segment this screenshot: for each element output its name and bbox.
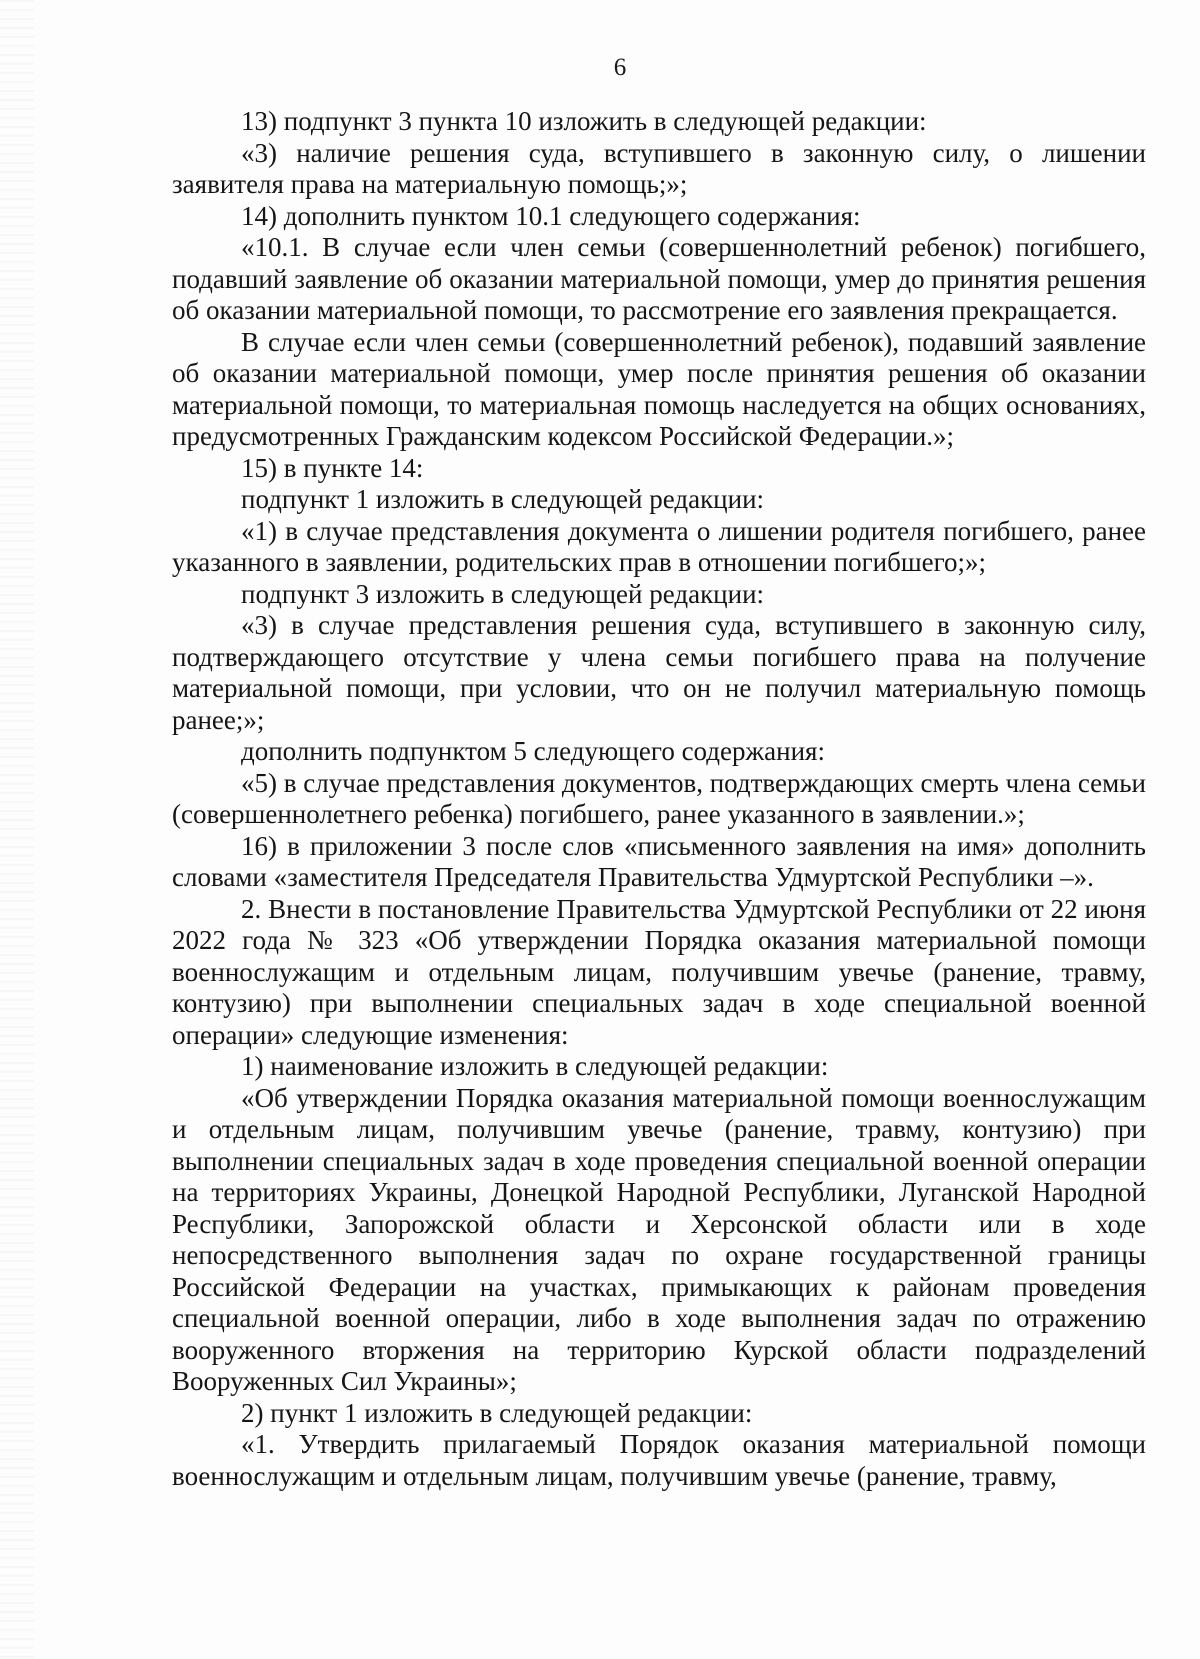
page-number: 6 [613, 54, 627, 81]
paragraph: 15) в пункте 14: [241, 452, 424, 483]
paragraph: «3) наличие решения суда, вступившего в законную силу, о лишении заявителя права на материальную помощь;»; [172, 137, 1146, 199]
paragraph: дополнить подпунктом 5 следующего содержания: [241, 736, 825, 766]
paragraph: 2) пункт 1 изложить в следующей редакции: [241, 1397, 753, 1428]
paragraph: «1) в случае представления документа о лишении родителя погибшего, ранее указанного в заявлении, родительских прав в отношении погибшего;»; [172, 515, 1146, 577]
paragraph: «5) в случае представления документов, подтверждающих смерть члена семьи (совершеннолетнего ребенка) погибшего, ранее указанного в заявлении.»; [172, 767, 1146, 829]
paragraph: 14) дополнить пунктом 10.1 следующего содержания: [241, 200, 861, 231]
paragraph: подпункт 3 изложить в следующей редакции: [241, 578, 765, 609]
paragraph: 16) в приложении 3 после слов «письменного заявления на имя» дополнить словами «заместителя Председателя Правительства Удмуртской Республики –». [172, 830, 1146, 892]
paragraph: 1) наименование изложить в следующей редакции: [241, 1051, 829, 1081]
paragraph: 2. Внести в постановление Правительства Удмуртской Республики от 22 июня 2022 года № 323 «Об утверждении Порядка оказания материальной помощи военнослужащим и отдельным лицам, получившим увечье (ранение, травму, контузию) при выполнении специальных задач в ходе специальной военной операции» следующие изменения: [172, 893, 1146, 1050]
paragraph: В случае если член семьи (совершеннолетний ребенок), подавший заявление об оказании материальной помощи, умер после принятия решения об оказании материальной помощи, то материальная помощь наследуется на общих основаниях, предусмотренных Гражданским кодексом Российской Федерации.»; [172, 326, 1146, 451]
paragraph: 13) подпункт 3 пункта 10 изложить в следующей редакции: [241, 106, 927, 136]
paragraph: «Об утверждении Порядка оказания материальной помощи военнослужащим и отдельным лицам, получившим увечье (ранение, травму, контузию) при выполнении специальных задач в ходе проведения специальной военной операции на территориях Украины, Донецкой Народной Республики, Луганской Народной Республики, Запорожской области и Херсонской области или в ходе непосредственного выполнения задач по охране государственной границы Российской Федерации на участках, примыкающих к районам проведения специальной военной операции, либо в ходе выполнения задач по отражению вооруженного вторжения на территорию Курской области подразделений Вооруженных Сил Украины»; [172, 1082, 1146, 1396]
paragraph: подпункт 1 изложить в следующей редакции: [241, 484, 765, 514]
paragraph: «3) в случае представления решения суда, вступившего в законную силу, подтверждающего отсутствие у члена семьи погибшего права на получение материальной помощи, при условии, что он не получил материальную помощь ранее;»; [172, 610, 1146, 735]
paragraph: «10.1. В случае если член семьи (совершеннолетний ребенок) погибшего, подавший заявление об оказании материальной помощи, умер до принятия решения об оказании материальной помощи, то рассмотрение его заявления прекращается. [172, 232, 1146, 325]
document-body [172, 106, 1146, 1492]
scan-edge-texture [0, 0, 34, 1659]
paragraph: «1. Утвердить прилагаемый Порядок оказания материальной помощи военнослужащим и отдельным лицам, получившим увечье (ранение, травму, [172, 1429, 1146, 1491]
